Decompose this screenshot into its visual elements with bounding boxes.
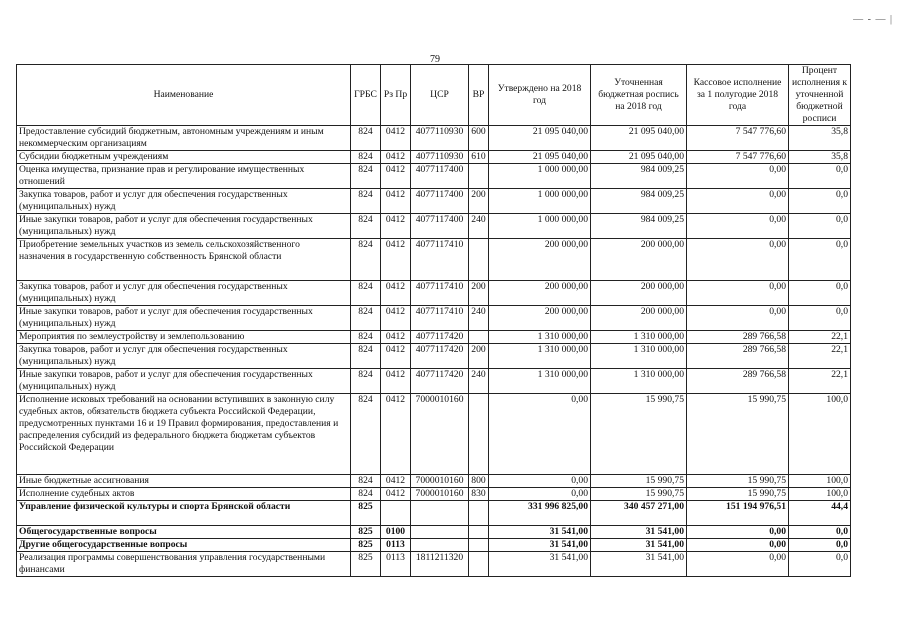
cell-percent: 22,1	[789, 331, 851, 344]
cell-cash: 0,00	[687, 164, 789, 189]
cell-rzpr: 0412	[381, 239, 411, 281]
cell-percent: 0,0	[789, 306, 851, 331]
table-row	[17, 344, 851, 369]
cell-vr	[469, 164, 489, 189]
cell-csr: 4077117400	[411, 214, 469, 239]
cell-vr: 240	[469, 306, 489, 331]
cell-rzpr: 0412	[381, 164, 411, 189]
cell-csr: 4077117410	[411, 306, 469, 331]
cell-csr: 4077117410	[411, 239, 469, 281]
cell-cash: 0,00	[687, 214, 789, 239]
cell-percent: 100,0	[789, 488, 851, 501]
page-number: 79	[430, 54, 440, 65]
cell-approved: 200 000,00	[489, 239, 591, 281]
cell-percent: 0,0	[789, 526, 851, 539]
cell-rzpr: 0412	[381, 306, 411, 331]
header-grbs: ГРБС	[351, 65, 381, 126]
header-cash: Кассовое исполнение за 1 полугодие 2018 года	[687, 65, 789, 126]
cell-percent: 0,0	[789, 552, 851, 577]
cell-grbs: 824	[351, 488, 381, 501]
cell-grbs: 824	[351, 281, 381, 306]
cell-name: Иные закупки товаров, работ и услуг для обеспечения государственных (муниципальных) нужд	[17, 306, 351, 331]
cell-refined: 340 457 271,00	[591, 501, 687, 526]
table-row	[17, 214, 851, 239]
cell-refined: 31 541,00	[591, 539, 687, 552]
cell-refined: 15 990,75	[591, 475, 687, 488]
table-row	[17, 526, 851, 539]
cell-rzpr: 0412	[381, 475, 411, 488]
cell-approved: 0,00	[489, 488, 591, 501]
cell-csr	[411, 539, 469, 552]
cell-csr: 4077117400	[411, 164, 469, 189]
cell-cash: 289 766,58	[687, 344, 789, 369]
cell-grbs: 825	[351, 501, 381, 526]
cell-approved: 1 000 000,00	[489, 189, 591, 214]
cell-refined: 15 990,75	[591, 488, 687, 501]
table-row	[17, 164, 851, 189]
cell-cash: 0,00	[687, 306, 789, 331]
cell-name: Приобретение земельных участков из земель сельскохозяйственного назначения в государственную собственность Брянской области	[17, 239, 351, 281]
cell-rzpr: 0412	[381, 189, 411, 214]
cell-csr: 7000010160	[411, 475, 469, 488]
cell-percent: 22,1	[789, 344, 851, 369]
cell-percent: 0,0	[789, 189, 851, 214]
cell-cash: 7 547 776,60	[687, 151, 789, 164]
budget-execution-table	[16, 64, 851, 577]
cell-name: Иные закупки товаров, работ и услуг для обеспечения государственных (муниципальных) нужд	[17, 214, 351, 239]
table-body	[17, 126, 851, 577]
cell-csr: 4077110930	[411, 126, 469, 151]
cell-percent: 35,8	[789, 126, 851, 151]
cell-csr: 4077117420	[411, 369, 469, 394]
cell-grbs: 825	[351, 552, 381, 577]
cell-cash: 15 990,75	[687, 488, 789, 501]
table-row	[17, 126, 851, 151]
cell-vr: 610	[469, 151, 489, 164]
cell-csr: 4077117420	[411, 344, 469, 369]
cell-name: Мероприятия по землеустройству и землепользованию	[17, 331, 351, 344]
cell-cash: 0,00	[687, 239, 789, 281]
cell-percent: 0,0	[789, 281, 851, 306]
cell-refined: 21 095 040,00	[591, 126, 687, 151]
cell-name: Субсидии бюджетным учреждениям	[17, 151, 351, 164]
cell-cash: 7 547 776,60	[687, 126, 789, 151]
cell-name: Другие общегосударственные вопросы	[17, 539, 351, 552]
cell-percent: 100,0	[789, 475, 851, 488]
cell-cash: 0,00	[687, 281, 789, 306]
cell-percent: 35,8	[789, 151, 851, 164]
cell-name: Закупка товаров, работ и услуг для обеспечения государственных (муниципальных) нужд	[17, 189, 351, 214]
cell-csr: 4077110930	[411, 151, 469, 164]
cell-vr: 200	[469, 281, 489, 306]
table-row	[17, 475, 851, 488]
cell-approved: 0,00	[489, 475, 591, 488]
table-row	[17, 239, 851, 281]
cell-approved: 1 310 000,00	[489, 344, 591, 369]
cell-percent: 100,0	[789, 394, 851, 475]
cell-rzpr: 0412	[381, 394, 411, 475]
cell-grbs: 824	[351, 239, 381, 281]
table-row	[17, 552, 851, 577]
cell-grbs: 824	[351, 475, 381, 488]
cell-refined: 200 000,00	[591, 281, 687, 306]
cell-approved: 31 541,00	[489, 552, 591, 577]
cell-percent: 0,0	[789, 164, 851, 189]
cell-name: Закупка товаров, работ и услуг для обеспечения государственных (муниципальных) нужд	[17, 344, 351, 369]
table-row	[17, 281, 851, 306]
cell-cash: 151 194 976,51	[687, 501, 789, 526]
cell-grbs: 824	[351, 189, 381, 214]
cell-grbs: 824	[351, 306, 381, 331]
cell-vr	[469, 501, 489, 526]
cell-approved: 31 541,00	[489, 526, 591, 539]
cell-vr: 830	[469, 488, 489, 501]
cell-name: Исполнение исковых требований на основании вступивших в законную силу судебных актов, обязательств бюджета субъекта Российской Федерации, предусмотренных пунктами 16 и 19 Правил формирования, предоставления и распределения субсидий из федерального бюджета бюджетам субъектов Российской Федерации	[17, 394, 351, 475]
cell-grbs: 824	[351, 214, 381, 239]
cell-refined: 15 990,75	[591, 394, 687, 475]
cell-refined: 200 000,00	[591, 239, 687, 281]
header-refined: Уточненная бюджетная роспись на 2018 год	[591, 65, 687, 126]
corner-mark: — - — |	[853, 14, 893, 25]
cell-cash: 0,00	[687, 552, 789, 577]
table-row	[17, 306, 851, 331]
table-row	[17, 151, 851, 164]
cell-cash: 289 766,58	[687, 369, 789, 394]
cell-csr	[411, 501, 469, 526]
table-row	[17, 189, 851, 214]
cell-percent: 22,1	[789, 369, 851, 394]
cell-vr	[469, 526, 489, 539]
cell-grbs: 825	[351, 526, 381, 539]
cell-name: Управление физической культуры и спорта Брянской области	[17, 501, 351, 526]
cell-cash: 15 990,75	[687, 475, 789, 488]
cell-approved: 1 310 000,00	[489, 331, 591, 344]
cell-rzpr: 0412	[381, 369, 411, 394]
cell-percent: 0,0	[789, 214, 851, 239]
cell-rzpr: 0412	[381, 331, 411, 344]
header-vr: ВР	[469, 65, 489, 126]
cell-grbs: 825	[351, 539, 381, 552]
cell-vr	[469, 394, 489, 475]
cell-name: Закупка товаров, работ и услуг для обеспечения государственных (муниципальных) нужд	[17, 281, 351, 306]
cell-vr: 200	[469, 189, 489, 214]
cell-refined: 984 009,25	[591, 189, 687, 214]
cell-vr	[469, 239, 489, 281]
table-row	[17, 394, 851, 475]
cell-approved: 1 000 000,00	[489, 214, 591, 239]
header-name: Наименование	[17, 65, 351, 126]
table-row	[17, 331, 851, 344]
cell-rzpr: 0100	[381, 526, 411, 539]
cell-approved: 200 000,00	[489, 281, 591, 306]
cell-rzpr: 0412	[381, 344, 411, 369]
cell-cash: 0,00	[687, 189, 789, 214]
cell-approved: 331 996 825,00	[489, 501, 591, 526]
cell-csr: 7000010160	[411, 488, 469, 501]
table-row	[17, 501, 851, 526]
header-approved: Утверждено на 2018 год	[489, 65, 591, 126]
cell-refined: 984 009,25	[591, 214, 687, 239]
cell-csr	[411, 526, 469, 539]
cell-approved: 1 310 000,00	[489, 369, 591, 394]
cell-name: Иные закупки товаров, работ и услуг для обеспечения государственных (муниципальных) нужд	[17, 369, 351, 394]
cell-cash: 289 766,58	[687, 331, 789, 344]
cell-grbs: 824	[351, 331, 381, 344]
cell-refined: 1 310 000,00	[591, 344, 687, 369]
cell-name: Оценка имущества, признание прав и регулирование имущественных отношений	[17, 164, 351, 189]
cell-rzpr: 0412	[381, 488, 411, 501]
cell-percent: 44,4	[789, 501, 851, 526]
cell-refined: 1 310 000,00	[591, 331, 687, 344]
cell-approved: 21 095 040,00	[489, 126, 591, 151]
cell-vr: 800	[469, 475, 489, 488]
cell-csr: 1811211320	[411, 552, 469, 577]
cell-cash: 0,00	[687, 539, 789, 552]
cell-vr: 240	[469, 369, 489, 394]
cell-refined: 984 009,25	[591, 164, 687, 189]
cell-approved: 0,00	[489, 394, 591, 475]
cell-rzpr	[381, 501, 411, 526]
cell-rzpr: 0412	[381, 126, 411, 151]
cell-grbs: 824	[351, 394, 381, 475]
cell-approved: 21 095 040,00	[489, 151, 591, 164]
cell-refined: 31 541,00	[591, 526, 687, 539]
cell-refined: 21 095 040,00	[591, 151, 687, 164]
cell-rzpr: 0412	[381, 151, 411, 164]
cell-cash: 15 990,75	[687, 394, 789, 475]
cell-vr	[469, 539, 489, 552]
cell-vr: 240	[469, 214, 489, 239]
table-row	[17, 488, 851, 501]
cell-rzpr: 0412	[381, 214, 411, 239]
cell-rzpr: 0412	[381, 281, 411, 306]
cell-approved: 31 541,00	[489, 539, 591, 552]
cell-vr	[469, 552, 489, 577]
cell-csr: 7000010160	[411, 394, 469, 475]
cell-grbs: 824	[351, 151, 381, 164]
cell-vr	[469, 331, 489, 344]
cell-rzpr: 0113	[381, 552, 411, 577]
cell-csr: 4077117420	[411, 331, 469, 344]
table-row	[17, 539, 851, 552]
header-csr: ЦСР	[411, 65, 469, 126]
cell-name: Иные бюджетные ассигнования	[17, 475, 351, 488]
cell-refined: 200 000,00	[591, 306, 687, 331]
cell-vr: 200	[469, 344, 489, 369]
cell-grbs: 824	[351, 369, 381, 394]
cell-name: Предоставление субсидий бюджетным, автономным учреждениям и иным некоммерческим организациям	[17, 126, 351, 151]
table-row	[17, 369, 851, 394]
cell-csr: 4077117410	[411, 281, 469, 306]
cell-grbs: 824	[351, 344, 381, 369]
cell-vr: 600	[469, 126, 489, 151]
header-percent: Процент исполнения к уточненной бюджетной росписи	[789, 65, 851, 126]
table-header-row	[17, 65, 851, 126]
cell-name: Реализация программы совершенствования управления государственными финансами	[17, 552, 351, 577]
cell-refined: 1 310 000,00	[591, 369, 687, 394]
cell-name: Общегосударственные вопросы	[17, 526, 351, 539]
cell-rzpr: 0113	[381, 539, 411, 552]
cell-name: Исполнение судебных актов	[17, 488, 351, 501]
cell-cash: 0,00	[687, 526, 789, 539]
cell-grbs: 824	[351, 164, 381, 189]
cell-grbs: 824	[351, 126, 381, 151]
cell-approved: 1 000 000,00	[489, 164, 591, 189]
cell-approved: 200 000,00	[489, 306, 591, 331]
cell-refined: 31 541,00	[591, 552, 687, 577]
cell-csr: 4077117400	[411, 189, 469, 214]
header-rzpr: Рз Пр	[381, 65, 411, 126]
cell-percent: 0,0	[789, 239, 851, 281]
cell-percent: 0,0	[789, 539, 851, 552]
